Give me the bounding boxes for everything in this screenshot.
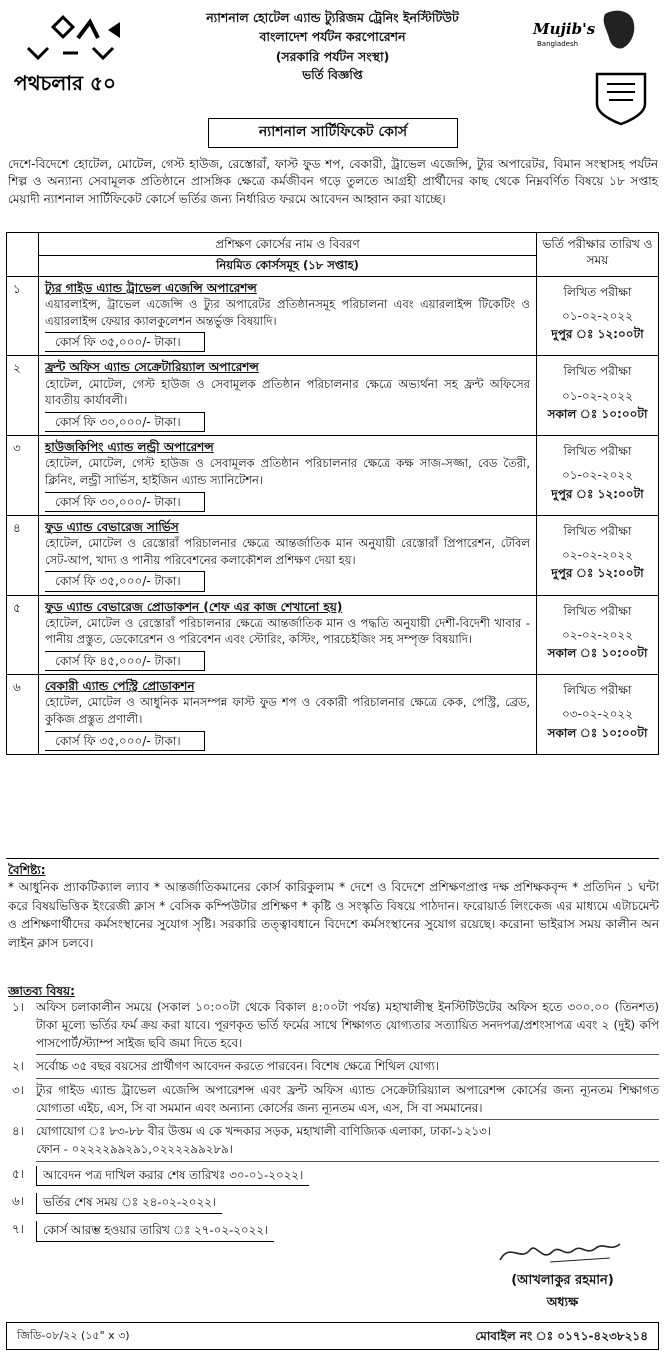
course-desc-cell [39, 675, 537, 755]
features-text: * আধুনিক প্র্যাকটিক্যাল ল্যাব * আন্তর্জাতিকমানের কোর্স কারিকুলাম * দেশে ও বিদেশে প্রশিক্ষণপ্রাপ্ত দক্ষ প্রশিক্ষকবৃন্দ * প্রতিদিন ১ ঘন্টা করে বিষয়ভিত্তিক ইংরেজী ক্লাস * বেসিক কম্পিউটার প্রশিক্ষণ * কৃষ্টি ও সংস্কৃতি বিষয়ে পাঠদান। ফরোয়ার্ড লিংকেজ এর মাধ্যমে এটাচমেন্ট ও প্রশিক্ষণার্থীদের কর্মসংস্থানের সুযোগ সৃষ্টি। সরকারি তত্ত্বাবধানে বিদেশে কর্মসংস্থানের সুযোগ রয়েছে। করোনা ভাইরাস সময় কালীন অন লাইন ক্লাস চলবে। [8, 880, 659, 950]
exam-date: ০২-০২-২০২২ [561, 627, 634, 642]
notes-list [6, 999, 659, 1245]
course-desc-cell [39, 436, 537, 516]
exam-date: ০১-০২-২০২২ [561, 308, 634, 323]
note-text [36, 1221, 274, 1242]
course-detail: হোটেল, মোটেল, গেস্ট হাউজ ও সেবামূলক প্রতিষ্ঠান পরিচালনার ক্ষেত্রে অভ্যর্থনা সহ ফ্রন্ট অফিসের যাবতীয় কার্যাবলী। [45, 376, 530, 408]
signature-area [470, 1232, 655, 1327]
course-type-box: ন্যাশনাল সার্টিফিকেট কোর্স [208, 118, 458, 148]
org-name: ন্যাশনাল হোটেল এ্যান্ড ট্যুরিজম ট্রেনিং ইনস্টিটিউট [206, 10, 459, 25]
course-desc-cell [39, 356, 537, 436]
course-fee: কোর্স ফি ৪৫,০০০/- টাকা। [45, 651, 205, 671]
course-exam-cell [537, 276, 659, 356]
note-text-line-2: ফোন - ০২২২২৯৯২৯১,০২২২২৯৯২৮৯। [36, 1142, 233, 1156]
pothchola-50-logo [8, 8, 158, 108]
exam-date: ০২-০২-২০২২ [561, 548, 634, 563]
note-item [6, 999, 659, 1055]
course-title: ফুড এ্যান্ড বেভারেজ সার্ভিস [45, 519, 179, 534]
note-text [36, 1058, 659, 1079]
course-no: ৪ [7, 515, 39, 595]
course-row [7, 515, 659, 595]
course-detail: হোটেল, মোটেল ও আধুনিক মানসম্পন্ন ফাস্ট ফুড শপ ও বেকারী পরিচালনার ক্ষেত্রে কেক, পেস্ট্রি, ব্রেড, কুকিজ প্রস্তুত প্রণালী। [45, 695, 530, 727]
note-text [36, 1123, 659, 1161]
note-text-line: আবেদন পত্র দাখিল করার শেষ তারিখঃ ৩০-০১-২০২২। [43, 1167, 304, 1182]
note-item [6, 1123, 659, 1161]
course-row [7, 595, 659, 675]
signer-name: (আখলাকুর রহমান) [511, 1273, 614, 1288]
courses-table [6, 232, 659, 755]
mujib-and-institute-logo [527, 4, 657, 134]
note-number: ২। [12, 1059, 24, 1074]
course-exam-cell [537, 356, 659, 436]
course-no: ২ [7, 356, 39, 436]
exam-time: সকাল ঃ ১০:০০টা [547, 725, 648, 740]
exam-date: ০১-০২-২০২২ [561, 468, 634, 483]
course-no: ৩ [7, 436, 39, 516]
footer-box [6, 1322, 659, 1350]
course-no: ৫ [7, 595, 39, 675]
exam-time: দুপুর ঃ ১২:০০টা [551, 566, 644, 581]
note-number: ৪। [12, 1124, 24, 1139]
course-exam-cell [537, 595, 659, 675]
note-text [36, 1166, 309, 1187]
note-text [36, 1193, 222, 1214]
course-exam-cell [537, 675, 659, 755]
note-item [6, 1166, 659, 1190]
course-desc-cell [39, 276, 537, 356]
course-detail: হোটেল, মোটেল ও রেস্তোরাঁ পরিচালনার ক্ষেত্রে আন্তর্জাতিক মান অনুযায়ী রেস্তোরাঁ প্রিপারেশন, টেবিল সেট-আপ, খাদ্য ও পানীয় পরিবেশনের কলাকৌশল প্রশিক্ষণ দেয়া হয়। [45, 536, 530, 567]
note-number: ৭। [12, 1222, 24, 1237]
course-desc-cell [39, 515, 537, 595]
course-detail: হোটেল, মোটেল, গেস্ট হাউজ ও সেবামূলক প্রতিষ্ঠান পরিচালনার ক্ষেত্রে কক্ষ সাজ-সজ্জা, বেড তৈরী, ক্লিনিং, লন্ড্রী সার্ভিস, হাইজিন এ্যান্ড স্যানিটেশন। [45, 456, 530, 487]
footer-mobile: মোবাইল নং ঃ ০১৭১-৪২৩৮২১৪ [475, 1329, 648, 1343]
course-row [7, 276, 659, 356]
course-fee: কোর্স ফি ৩০,০০০/- টাকা। [45, 492, 205, 512]
header-no-cell [7, 233, 39, 277]
features-heading: বৈশিষ্ট্য: [8, 863, 46, 877]
header-exam: ভর্তি পরীক্ষার তারিখ ও সময় [537, 233, 659, 277]
course-fee: কোর্স ফি ৩৫,০০০/- টাকা। [45, 332, 205, 352]
note-number: ৫। [12, 1166, 24, 1181]
note-number: ৬। [12, 1194, 24, 1209]
note-number: ৩। [12, 1082, 24, 1097]
course-detail: হোটেল, মোটেল ও রেস্তোরাঁ পরিচালনার ক্ষেত্রে আন্তর্জাতিক মান ও পদ্ধতি অনুযায়ী দেশী-বিদেশী খাবার - পানীয় প্রস্তুত, ডেকোরেশন ও পরিবেশন এবং স্টোরিং, কস্টিং, পারচেইজিং সহ সম্পৃক্ত বিষয়াদি। [45, 615, 530, 647]
course-row [7, 356, 659, 436]
signature-scribble-icon [490, 1232, 630, 1272]
course-title: ট্যুর গাইড এ্যান্ড ট্রাভেল এজেন্সি অপারেশন্স [45, 280, 257, 295]
exam-date: ০১-০২-২০২২ [561, 388, 634, 403]
course-detail: এয়ারলাইন্স, ট্রাভেল এজেন্সি ও ট্যুর অপারেটর প্রতিষ্ঠানসমূহ পরিচালনা এবং এয়ারলাইন্স টিকেটিং ও এয়ারলাইন্স ফেয়ার ক্যালকুলেশন অন্তর্ভুক্ত বিষয়াদি। [45, 296, 530, 328]
course-no: ১ [7, 276, 39, 356]
note-item [6, 1082, 659, 1120]
title-block [170, 8, 495, 85]
corporation-name: বাংলাদেশ পর্যটন করপোরেশন [259, 29, 406, 45]
note-text-line: সর্বোচ্চ ৩৫ বছর বয়সের প্রার্থীগণ আবেদন করতে পারবেন। বিশেষ ক্ষেত্রে শিথিল যোগ্য। [36, 1059, 439, 1074]
course-row [7, 436, 659, 516]
logo-left-text: পথচলার ৫০ [14, 71, 116, 95]
note-item [6, 1058, 659, 1079]
course-desc-cell [39, 595, 537, 675]
regular-courses-subheader: নিয়মিত কোর্সসমূহ (১৮ সপ্তাহ) [39, 256, 537, 277]
exam-label: লিখিত পরীক্ষা [563, 603, 632, 618]
exam-label: লিখিত পরীক্ষা [563, 523, 632, 538]
note-text [36, 1082, 659, 1120]
exam-time: সকাল ঃ ১০:০০টা [547, 645, 648, 660]
footer-reference: জিডি-০৮/২২ (১৫" x ৩) [17, 1329, 130, 1342]
course-title: হাউজকিপিং এ্যান্ড লন্ড্রী অপারেশন্স [45, 440, 214, 455]
mujib-logo-sub: Bangladesh [537, 40, 579, 48]
note-text-line: অফিস চলাকালীন সময়ে (সকাল ১০:০০টা থেকে বিকাল ৪:০০টা পর্যন্ত) মহাখালীস্থ ইনস্টিটিউটের অফিস হতে ৩০০.০০ (তিনশত) টাকা মূল্যে ভর্তির ফর্ম ক্রয় করা যাবে। পূরণকৃত ভর্তি ফর্মের সাথে শিক্ষাগত যোগ্যতার সত্যায়িত সনদপত্র/প্রশংসাপত্র এবং ২ (দুই) কপি পাসপোর্ট/স্ট্যাম্প সাইজ ছবি জমা দিতে হবে। [36, 1000, 659, 1050]
notice-header [0, 0, 665, 112]
note-text [36, 999, 659, 1055]
features-section [6, 858, 659, 953]
course-no: ৬ [7, 675, 39, 755]
note-number: ১। [12, 1000, 24, 1015]
org-type: (সরকারি পর্যটন সংস্থা) [275, 48, 390, 64]
course-row [7, 675, 659, 755]
exam-label: লিখিত পরীক্ষা [563, 683, 632, 698]
intro-paragraph: দেশে-বিদেশে হোটেল, মোটেল, গেস্ট হাউজ, রেস্তোরাঁ, ফাস্ট ফুড শপ, বেকারী, ট্রাভেল এজেন্সি, ট্যুর অপারেটর, বিমান সংস্থাসহ পর্যটন শিল্প ও অন্যান্য সেবামূলক প্রতিষ্ঠানে প্রাসঙ্গিক ক্ষেত্রে কর্মজীবন গড়ে তুলতে আগ্রহী প্রার্থীদের কাছ থেকে নিম্নবর্ণিত বিষয়ে ১৮ সপ্তাহ মেয়াদী ন্যাশনাল সার্টিফিকেট কোর্সে ভর্তির জন্য নির্ধারিত ফরমে আবেদন আহ্বান করা যাচ্ছে। [8, 157, 658, 206]
note-text-line: যোগাযোগ ঃ ৮৩-৮৮ বীর উত্তম এ কে খন্দকার সড়ক, মহাখালী বাণিজ্যিক এলাকা, ঢাকা-১২১৩। [36, 1124, 491, 1139]
course-title: ফুড এ্যান্ড বেভারেজ প্রোডাকশন (শেফ এর কাজ শেখানো হয়) [45, 599, 343, 614]
course-exam-cell [537, 436, 659, 516]
course-fee: কোর্স ফি ৩০,০০০/- টাকা। [45, 412, 205, 432]
course-exam-cell [537, 515, 659, 595]
header-course: প্রশিক্ষণ কোর্সের নাম ও বিবরণ [39, 233, 537, 256]
note-item [6, 1193, 659, 1217]
exam-time: সকাল ঃ ১০:০০টা [547, 406, 648, 421]
exam-date: ০৩-০২-২০২২ [561, 707, 634, 722]
exam-label: লিখিত পরীক্ষা [563, 444, 632, 459]
exam-time: দুপুর ঃ ১২:০০টা [551, 486, 644, 501]
note-text-line: ভর্তির শেষ সময় ঃ ২৪-০২-২০২২। [43, 1195, 217, 1210]
exam-time: দুপুর ঃ ১২:০০টা [551, 327, 644, 342]
signer-title: অধ্যক্ষ [546, 1294, 579, 1309]
mujib-logo-text: Mujib's [533, 20, 596, 38]
course-fee: কোর্স ফি ৩৫,০০০/- টাকা। [45, 571, 205, 591]
course-title: বেকারী এ্যান্ড পেস্ট্রি প্রোডাকশন [45, 679, 195, 694]
note-text-line: ট্যুর গাইড এ্যান্ড ট্রাভেল এজেন্সি অপারেশন্স এবং ফ্রন্ট অফিস এ্যান্ড সেক্রেটারিয়্যাল অপারেশন্স কোর্সের জন্য ন্যূনতম শিক্ষাগত যোগ্যতা এইচ, এস, সি বা সমমান এবং অন্যান্য কোর্সের জন্য ন্যূনতম এস, এস, সি বা সমমানের। [36, 1082, 659, 1115]
course-title: ফ্রন্ট অফিস এ্যান্ড সেক্রেটারিয়্যাল অপারেশন্স [45, 360, 259, 375]
table-header-row [7, 233, 659, 256]
course-fee: কোর্স ফি ৩৫,০০০/- টাকা। [45, 731, 205, 751]
exam-label: লিখিত পরীক্ষা [563, 284, 632, 299]
note-text-line: কোর্স আরম্ভ হওয়ার তারিখ ঃ ২৭-০২-২০২২। [43, 1223, 269, 1238]
notice-type: ভর্তি বিজ্ঞপ্তি [302, 68, 363, 83]
exam-label: লিখিত পরীক্ষা [563, 364, 632, 379]
course-rows [7, 276, 659, 754]
notes-heading: জ্ঞাতব্য বিষয়: [8, 984, 75, 998]
notes-section [6, 983, 659, 1245]
